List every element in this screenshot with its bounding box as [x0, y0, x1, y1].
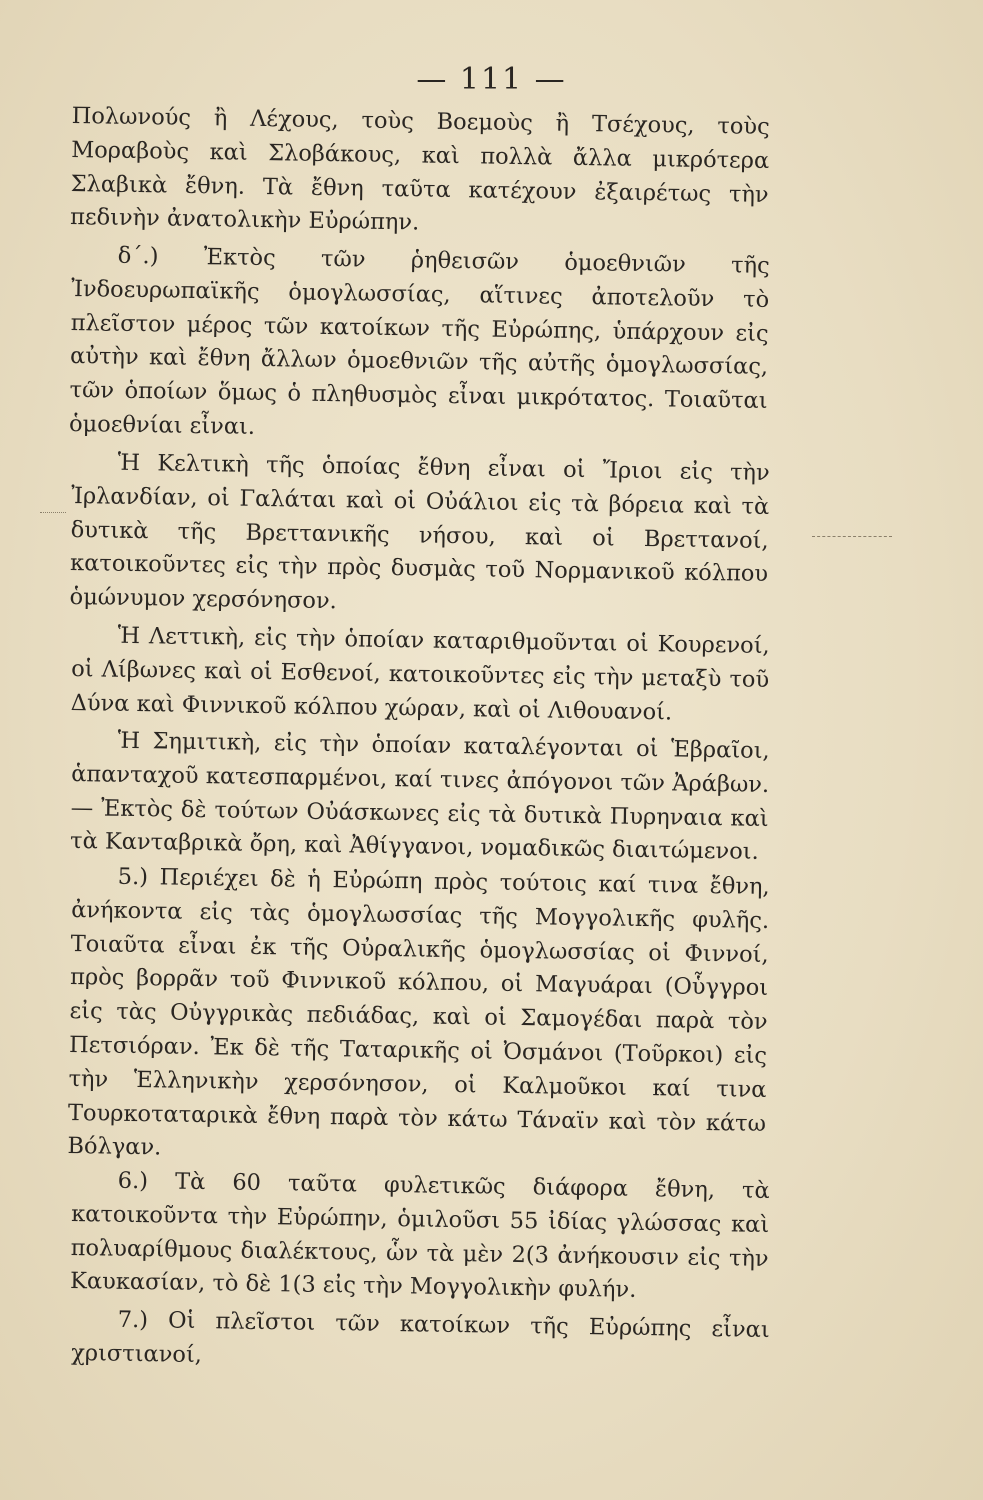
margin-mark-left — [40, 512, 66, 513]
paragraph: Ἡ Σημιτικὴ, εἰς τὴν ὁποίαν καταλέγονται οἱ Ἑβραῖοι, ἁπανταχοῦ κατεσπαρμένοι, καί τινες ἀπόγονοι τῶν Ἀράβων.— Ἐκτὸς δὲ τούτων Οὐάσκωνες εἰς τὰ δυτικὰ Πυρηναια καὶ τὰ Κανταβρικὰ ὄρη, καὶ Ἀθίγγανοι, νομαδικῶς διαιτώμενοι. — [69, 728, 770, 866]
paragraph: 6.) Τὰ 60 ταῦτα φυλετικῶς διάφορα ἔθνη, τὰ κατοικοῦντα τὴν Εὐρώπην, ὁμιλοῦσι 55 ἰδίας γλώσσας καὶ πολυαρίθμους διαλέκτους, ὧν τὰ μὲν 2(3 ἀνήκουσιν εἰς τὴν Καυκασίαν, τὸ δὲ 1(3 εἰς τὴν Μογγολικὴν φυλήν. — [69, 1167, 770, 1303]
paragraph: δ΄.) Ἐκτὸς τῶν ῥηθεισῶν ὁμοεθνιῶν τῆς Ἰνδοευρωπαϊκῆς ὁμογλωσσίας, αἵτινες ἀποτελοῦν τὸ πλεῖστον μέρος τῶν κατοίκων τῆς Εὐρώπης, ὑπάρχουν εἰς αὐτὴν καὶ ἔθνη ἄλλων ὁμοεθνιῶν τῆς αὐτῆς ὁμογλωσσίας, τῶν ὁποίων ὅμως ὁ πληθυσμὸς εἶναι μικρότατος. Τοιαῦται ὁμοεθνίαι εἶναι. — [68, 242, 770, 441]
margin-mark-right — [812, 536, 892, 537]
paragraph: 7.) Οἱ πλεῖστοι τῶν κατοίκων τῆς Εὐρώπης εἶναι χριστιανοί, — [71, 1306, 770, 1368]
paragraph: Πολωνούς ἢ Λέχους, τοὺς Βοεμοὺς ἢ Τσέχους, τοὺς Μοραβοὺς καὶ Σλοβάκους, καὶ πολλὰ ἄλλα μικρότερα Σλαβικὰ ἔθνη. Τὰ ἔθνη ταῦτα κατέχουν ἐξαιρέτως τὴν πεδινὴν ἀνατολικὴν Εὐρώπην. — [69, 102, 770, 236]
page-number: — 111 — — [416, 62, 567, 97]
paragraph: 5.) Περιέχει δὲ ἡ Εὐρώπη πρὸς τούτοις καί τινα ἔθνη, ἀνήκοντα εἰς τὰς ὁμογλωσσίας τῆς Μογγολικῆς φυλῆς. Τοιαῦτα εἶναι ἐκ τῆς Οὐραλικῆς ὁμογλωσσίας οἱ Φιννοί, πρὸς βορρᾶν τοῦ Φιννικοῦ κόλπου, οἱ Μαγυάραι (Οὗγγροι εἰς τὰς Οὐγγρικὰς πεδιάδας, καὶ οἱ Σαμογέδαι παρὰ τὸν Πετσιόραν. Ἐκ δὲ τῆς Ταταρικῆς οἱ Ὀσμάνοι (Τοῦρκοι) εἰς τὴν Ἑλληνικὴν χερσόνησον, οἱ Καλμοῦκοι καί τινα Τουρκοταταρικὰ ἔθνη παρὰ τὸν κάτω Τάναϊν καὶ τὸν κάτω Βόλγαν. — [67, 863, 770, 1161]
paragraph: Ἡ Κελτικὴ τῆς ὁποίας ἔθνη εἶναι οἱ Ἴριοι εἰς τὴν Ἰρλανδίαν, οἱ Γαλάται καὶ οἱ Οὐάλιοι εἰς τὰ βόρεια καὶ τὰ δυτικὰ τῆς Βρεττανικῆς νήσου, καὶ οἱ Βρεττανοί, κατοικοῦντες εἰς τὴν πρὸς δυσμὰς τοῦ Νορμανικοῦ κόλπου ὁμώνυμον χερσόνησον. — [69, 449, 770, 615]
body-text — [67, 100, 770, 1370]
paragraph: Ἡ Λεττικὴ, εἰς τὴν ὁποίαν καταριθμοῦνται οἱ Κουρενοί, οἱ Λίβωνες καὶ οἱ Εσθενοί, κατοικοῦντες εἰς τὴν μεταξὺ τοῦ Δύνα καὶ Φιννικοῦ κόλπου χώραν, καὶ οἱ Λιθουανοί. — [70, 622, 770, 725]
